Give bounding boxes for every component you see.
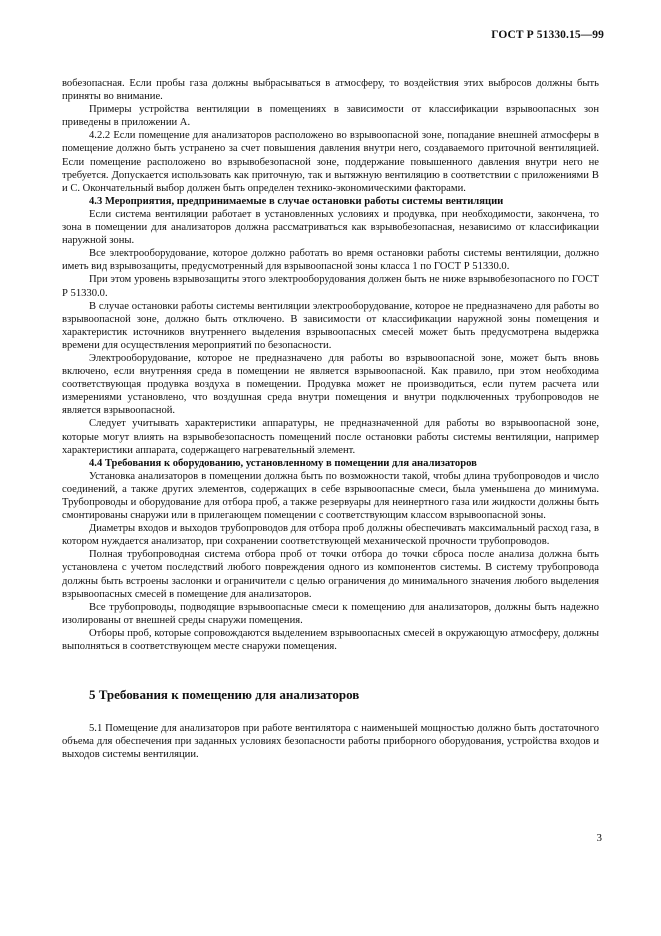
paragraph: Полная трубопроводная система отбора проб от точки отбора до точки сброса после анализа должна быть установлена с учетом последствий любого повреждения одного из компонентов системы. В систему трубопровода должны быть встроены заслонки и ограничители с целью ограничения до минимального значения любого выделения взрывоопасных смесей в помещение для анализаторов. [62, 549, 599, 600]
paragraph: Установка анализаторов в помещении должна быть по возможности такой, чтобы длина трубопроводов и число соединений, а также других элементов, содержащих в себе взрывоопасные смеси, была уменьшена до минимума. Трубопроводы и оборудование для отбора проб, а также резервуары для неинертного газа или жидкости должны быть смонтированы снаружи или в прилегающем помещении с соответствующим классом взрывоопасной зоны. [62, 470, 599, 522]
paragraph: Если система вентиляции работает в установленных условиях и продувка, при необходимости, закончена, то зона в помещении для анализаторов должна рассматриваться как взрывобезопасная, независимо от классификации наружной зоны. [62, 208, 599, 247]
paragraph: Примеры устройства вентиляции в помещениях в зависимости от классификации взрывоопасных зон приведены в приложении А. [62, 104, 599, 129]
subsection-heading-4-3: 4.3 Мероприятия, предпринимаемые в случае остановки работы системы вентиляции [89, 195, 504, 207]
paragraph: При этом уровень взрывозащиты этого электрооборудования должен быть не ниже взрывобезопасного по ГОСТ Р 51330.0. [62, 274, 599, 299]
document-body [62, 77, 599, 761]
document-code-header: ГОСТ Р 51330.15—99 [491, 29, 604, 41]
paragraph: Электрооборудование, которое не предназначено для работы во взрывоопасной зоне, может быть вновь включено, если внутренняя среда в помещении не является взрывоопасной. Как правило, при этом необходима соответствующая продувка воздуха в помещении. Продувка может не производиться, если путем расчета или измерениями установлено, что воздушная среда внутри помещения и внутри подключенных трубопроводов не является взрывоопасной. [62, 352, 599, 417]
paragraph: Все электрооборудование, которое должно работать во время остановки работы системы вентиляции, должно иметь вид взрывозащиты, предусмотренный для взрывоопасной зоны класса 1 по ГОСТ Р 51330.0. [62, 248, 599, 273]
subsection-heading-4-4: 4.4 Требования к оборудованию, установленному в помещении для анализаторов [89, 457, 477, 469]
page-number: 3 [596, 832, 602, 844]
paragraph: вобезопасная. Если пробы газа должны выбрасываться в атмосферу, то воздействия этих выбросов должны быть приняты во внимание. [62, 78, 599, 103]
section-heading-5: 5 Требования к помещению для анализаторов [89, 687, 360, 703]
paragraph: 4.2.2 Если помещение для анализаторов расположено во взрывоопасной зоне, попадание внешней атмосферы в помещение должно быть устранено за счет повышения давления внутри него, создаваемого приточной вентиляцией. Если помещение расположено во взрывобезопасной зоне, поддержание повышенного давления внутри него не требуется. Допускается использовать как приточную, так и вытяжную вентиляцию в соответствии с приложениями В и С. Окончательный выбор должен быть определен технико-экономическими факторами. [62, 130, 599, 194]
paragraph: 5.1 Помещение для анализаторов при работе вентилятора с наименьшей мощностью должно быть достаточного объема для обеспечения при заданных условиях безопасности работы приборного оборудования, устройства входов и выходов системы вентиляции. [62, 723, 599, 761]
paragraph: Следует учитывать характеристики аппаратуры, не предназначенной для работы во взрывоопасной зоне, которые могут влиять на взрывобезопасность помещений после остановки работы системы вентиляции, например характеристики аппарата, содержащего нагревательный элемент. [62, 418, 599, 456]
paragraph: Все трубопроводы, подводящие взрывоопасные смеси к помещению для анализаторов, должны быть надежно изолированы от внешней среды снаружи помещения. [62, 601, 599, 626]
paragraph: Отборы проб, которые сопровождаются выделением взрывоопасных смесей в окружающую атмосферу, должны выполняться в соответствующем месте снаружи помещения. [62, 627, 599, 653]
paragraph: Диаметры входов и выходов трубопроводов для отбора проб должны обеспечивать максимальный расход газа, в котором нуждается анализатор, при сохранении соответствующей механической прочности трубопроводов. [62, 523, 599, 548]
paragraph: В случае остановки работы системы вентиляции электрооборудование, которое не предназначено для работы во взрывоопасной зоне, должно быть отключено. В зависимости от классификации наружной зоны помещения и характеристик источников внутреннего выделения взрывоопасных смесей может быть предусмотрена выдержка времени для осуществления мероприятий по безопасности. [62, 300, 599, 351]
